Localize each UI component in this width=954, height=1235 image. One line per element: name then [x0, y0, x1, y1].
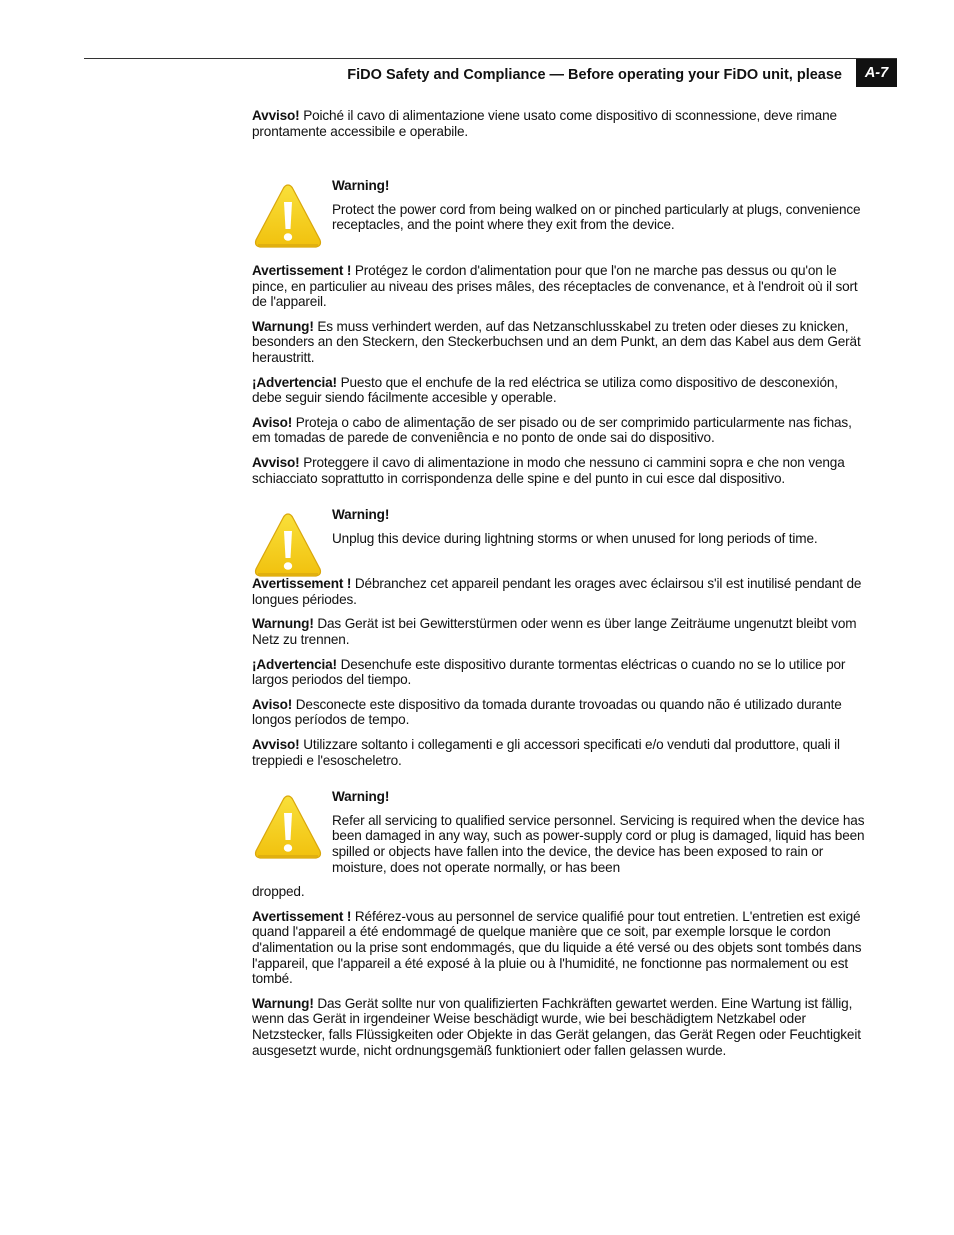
translation-text: Puesto que el enchufe de la red eléctrica se utiliza como dispositivo de desconexión, debe seguir siendo fácilmente accesible y operable.	[252, 374, 838, 406]
warning-body-continuation: dropped.	[252, 884, 305, 900]
warning-title: Warning!	[332, 178, 390, 194]
header-rule	[84, 58, 897, 59]
translation-label: Avertissement !	[252, 262, 352, 278]
translation-label: Warnung!	[252, 616, 314, 632]
translation-pt	[252, 697, 868, 728]
translation-pt	[252, 415, 868, 446]
translation-label: Warnung!	[252, 995, 314, 1011]
translation-es	[252, 657, 868, 688]
translation-text: Débranchez cet appareil pendant les orages avec éclairsou s'il est inutilisé pendant de longues périodes.	[252, 576, 862, 607]
warning-title: Warning!	[332, 789, 390, 805]
warning-triangle-icon	[252, 182, 324, 252]
warning-body: Refer all servicing to qualified service personnel. Servicing is required when the device has been damaged in any way, such as power-supply cord or plug is damaged, liquid has been spilled or objects have fallen into the device, the device has been exposed to rain or moisture, does not operate normally, or has been	[332, 812, 865, 875]
translation-text: Proteggere il cavo di alimentazione in modo che nessuno ci cammini sopra e che non venga schiacciato soprattutto in corrispondenza delle spine e del punto in cui esce dal dispositivo.	[252, 454, 845, 486]
warning-block-servicing	[252, 789, 868, 875]
intro-label: Avviso!	[252, 108, 300, 123]
warning-body: Protect the power cord from being walked on or pinched particularly at plugs, convenience receptacles, and the point where they exit from the device.	[332, 201, 861, 233]
translation-text: Proteja o cabo de alimentação de ser pisado ou de ser comprimido particularmente nas fichas, em tomadas de parede de conveniência e no ponto de onde sai do dispositivo.	[252, 414, 852, 446]
translation-text: Utilizzare soltanto i collegamenti e gli accessori specificati e/o venduti dal produttore, quali il treppiedi e l'esoscheletro.	[252, 737, 840, 768]
translation-text: Référez-vous au personnel de service qualifié pour tout entretien. L'entretien est exigé quand l'appareil a été endommagé de quelque manière que ce soit, par exemple lorsque le cordon d'alimentation ou la prise sont endommagés, que du liquide a été versé ou des objets sont tombés dans l'appareil, que l'appareil a été exposé à la pluie ou à l'humidité, ne fonctionne pas normalement ou est tombé.	[252, 908, 862, 987]
translation-text: Das Gerät ist bei Gewitterstürmen oder wenn es über lange Zeiträume ungenutzt bleibt vom Netz zu trennen.	[252, 616, 857, 648]
intro-paragraph	[252, 108, 868, 139]
translation-text: Das Gerät sollte nur von qualifizierten Fachkräften gewartet werden. Eine Wartung ist fällig, wenn das Gerät in irgendeiner Weise beschädigt wurde, wie bei beschädigtem Netzkabel oder Netzstecker, falls Flüssigkeiten oder Objekte in das Gerät gelangen, das Gerät Regen oder Feuchtigkeit ausgesetzt wurde, nicht ordnungsgemäß funktioniert oder fallen gelassen wurde.	[252, 995, 861, 1058]
translation-label: Avertissement !	[252, 908, 352, 924]
page-number-badge: A-7	[856, 59, 897, 87]
translation-fr	[252, 576, 868, 607]
translation-text: Desconecte este dispositivo da tomada durante trovoadas ou quando não é utilizado durante longos períodos de tempo.	[252, 696, 842, 728]
translation-label: ¡Advertencia!	[252, 374, 337, 390]
translation-it	[252, 737, 868, 768]
translation-fr	[252, 263, 868, 310]
warning-title: Warning!	[332, 507, 390, 523]
translation-label: Aviso!	[252, 414, 293, 430]
translation-label: Aviso!	[252, 696, 293, 712]
translation-label: Avertissement !	[252, 576, 352, 592]
intro-text: Poiché il cavo di alimentazione viene usato come dispositivo di sconnessione, deve rimane prontamente accessibile e operabile.	[252, 108, 837, 139]
translation-label: Warnung!	[252, 318, 314, 334]
translation-es	[252, 375, 868, 406]
translation-it	[252, 455, 868, 486]
running-header-title: FiDO Safety and Compliance — Before operating your FiDO unit, please	[347, 67, 842, 83]
warning-triangle-icon	[252, 511, 324, 581]
translation-de	[252, 996, 868, 1058]
translation-text: Protégez le cordon d'alimentation pour que l'on ne marche pas dessus ou qu'on le pince, en particulier au niveau des prises mâles, des réceptacles de convenance, et à l'endroit où il sort de l'appareil.	[252, 262, 858, 310]
translation-text: Es muss verhindert werden, auf das Netzanschlusskabel zu treten oder dieses zu knicken, besonders an den Steckern, den Steckerbuchsen und an dem Punkt, an dem das Kabel aus dem Gerät heraustritt.	[252, 318, 861, 365]
translation-label: ¡Advertencia!	[252, 656, 337, 672]
warning-block-power-cord	[252, 178, 868, 233]
translation-label: Avviso!	[252, 737, 300, 753]
translation-text: Desenchufe este dispositivo durante tormentas eléctricas o cuando no se lo utilice por largos periodos del tiempo.	[252, 656, 846, 688]
translation-de	[252, 319, 868, 366]
warning-block-lightning	[252, 507, 868, 546]
translation-de	[252, 616, 868, 647]
warning-triangle-icon	[252, 793, 324, 863]
page-content	[252, 108, 868, 1067]
warning-body: Unplug this device during lightning storms or when unused for long periods of time.	[332, 530, 818, 546]
translation-fr	[252, 909, 868, 987]
translation-label: Avviso!	[252, 454, 300, 470]
